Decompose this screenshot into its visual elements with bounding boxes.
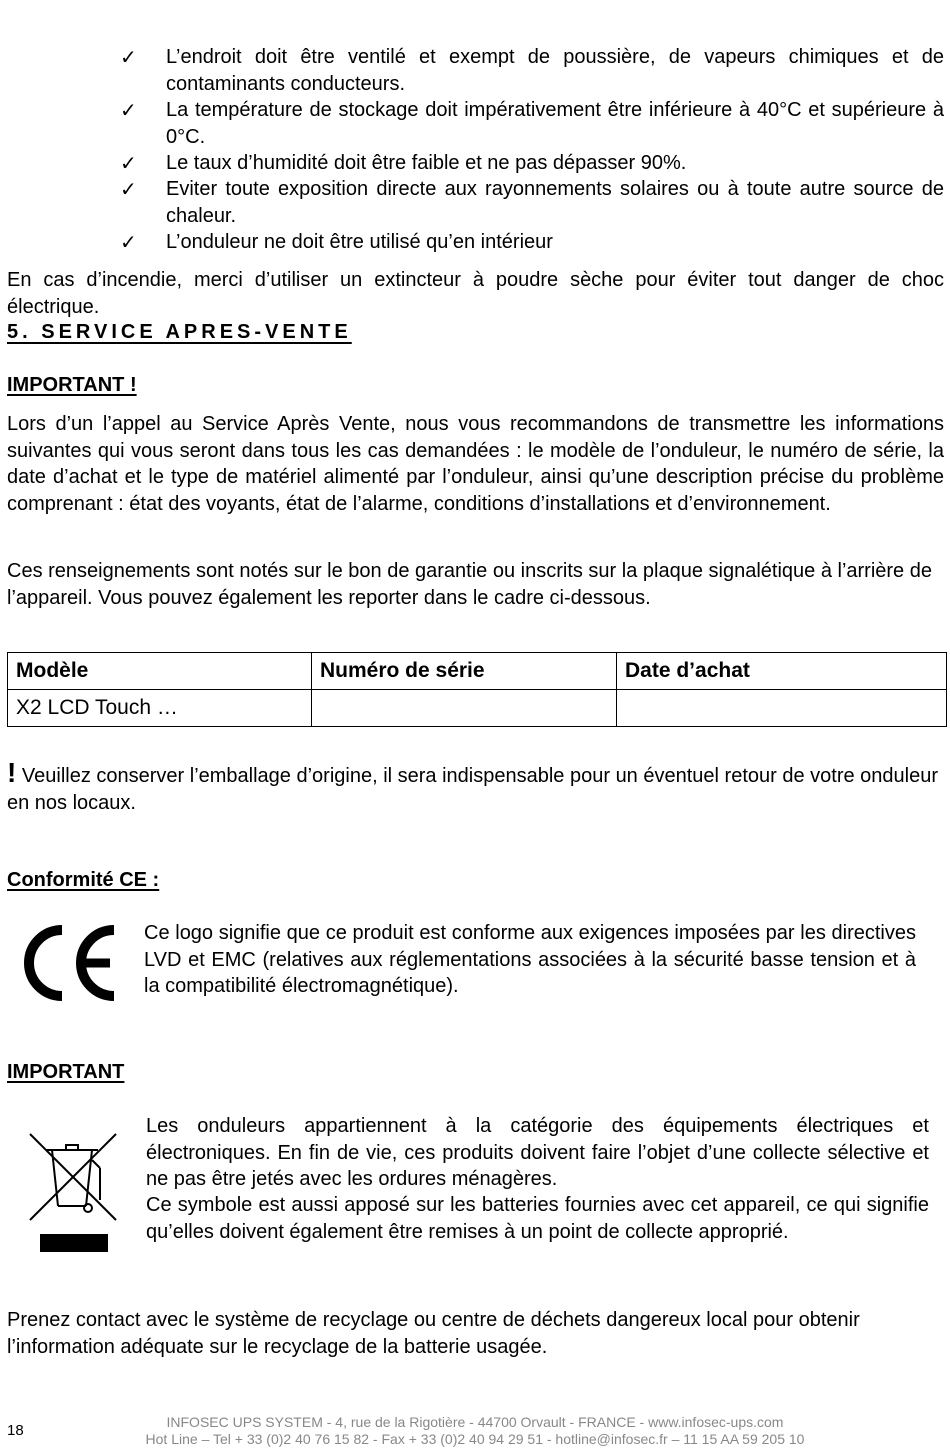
checklist-item-text: La température de stockage doit impérativement être inférieure à 40°C et supérieure à 0°C. (166, 99, 944, 148)
exclamation-mark: ! (7, 757, 17, 788)
checklist-item-text: L’endroit doit être ventilé et exempt de poussière, de vapeurs chimiques et de contaminants conducteurs. (166, 46, 944, 95)
crossed-out-wheelie-bin-icon (28, 1128, 120, 1256)
checklist-item (120, 44, 944, 97)
packaging-note (7, 757, 944, 816)
ce-description: Ce logo signifie que ce produit est conforme aux exigences imposées par les directives LVD et EMC (relatives aux réglementations associées à la sécurité basse tension et à la compatibilité électromagnétique). (144, 922, 916, 997)
table-header-cell: Date d’achat (617, 653, 947, 690)
checklist-item (120, 176, 944, 229)
packaging-note-text: Veuillez conserver l’emballage d’origine, il sera indispensable pour un éventuel retour de votre onduleur en nos locaux. (7, 765, 939, 814)
footer-address: INFOSEC UPS SYSTEM - 4, rue de la Rigotière - 44700 Orvault - FRANCE - www.infosec-ups.com (166, 1414, 784, 1430)
check-mark-icon: ✓ (120, 230, 137, 254)
table-cell (312, 690, 617, 727)
table-cell: X2 LCD Touch … (8, 690, 312, 727)
section-title: 5. SERVICE APRES-VENTE (7, 321, 352, 343)
check-mark-icon: ✓ (120, 177, 137, 201)
table-row (8, 690, 947, 727)
table-header-cell: Numéro de série (312, 653, 617, 690)
checklist-item (120, 150, 944, 177)
checklist-item-text: Le taux d’humidité doit être faible et ne pas dépasser 90%. (166, 152, 687, 174)
weee-text-1: Les onduleurs appartiennent à la catégorie des équipements électriques et électroniques. En fin de vie, ces produits doivent faire l’objet d’une collecte sélective et ne pas être jetés avec les ordures ménagères. (146, 1115, 929, 1190)
fire-note: En cas d’incendie, merci d’utiliser un extincteur à poudre sèche pour éviter tout danger de choc électrique. (7, 269, 944, 318)
footer-contact: Hot Line – Tel + 33 (0)2 40 76 15 82 - Fax + 33 (0)2 40 94 29 51 - hotline@infosec.fr – 11 15 AA 59 205 10 (145, 1431, 805, 1447)
checklist-item-text: L’onduleur ne doit être utilisé qu’en intérieur (166, 231, 553, 253)
check-mark-icon: ✓ (120, 45, 137, 69)
checklist-item (120, 97, 944, 150)
table-header-cell: Modèle (8, 653, 312, 690)
check-mark-icon: ✓ (120, 151, 137, 175)
product-info-table (7, 652, 947, 727)
weee-heading: IMPORTANT (7, 1061, 125, 1083)
checklist-item (120, 229, 944, 256)
table-header-row (8, 653, 947, 690)
recycling-note: Prenez contact avec le système de recyclage ou centre de déchets dangereux local pour obtenir l’information adéquate sur le recyclage de la batterie usagée. (7, 1309, 860, 1358)
nameplate-paragraph: Ces renseignements sont notés sur le bon de garantie ou inscrits sur la plaque signalétique à l’arrière de l’appareil. Vous pouvez également les reporter dans le cadre ci-dessous. (7, 560, 932, 609)
check-mark-icon: ✓ (120, 98, 137, 122)
table-cell (617, 690, 947, 727)
ce-heading: Conformité CE : (7, 869, 160, 891)
checklist-item-text: Eviter toute exposition directe aux rayonnements solaires ou à toute autre source de chaleur. (166, 178, 944, 227)
weee-text-2: Ce symbole est aussi apposé sur les batteries fournies avec cet appareil, ce qui signifie qu’elles doivent également être remises à un point de collecte approprié. (146, 1194, 929, 1243)
after-sales-paragraph: Lors d’un l’appel au Service Après Vente, nous vous recommandons de transmettre les informations suivantes qui vous seront dans tous les cas demandées : le modèle de l’onduleur, le numéro de série, la date d’achat et le type de matériel alimenté par l’onduleur, ainsi qu’une description précise du problème comprenant : état des voyants, état de l’alarme, conditions d’installations et d’environnement. (7, 413, 944, 515)
ce-mark-logo (10, 924, 116, 1002)
footer (80, 1414, 870, 1448)
important-heading: IMPORTANT ! (7, 374, 137, 396)
page-number: 18 (7, 1422, 24, 1439)
